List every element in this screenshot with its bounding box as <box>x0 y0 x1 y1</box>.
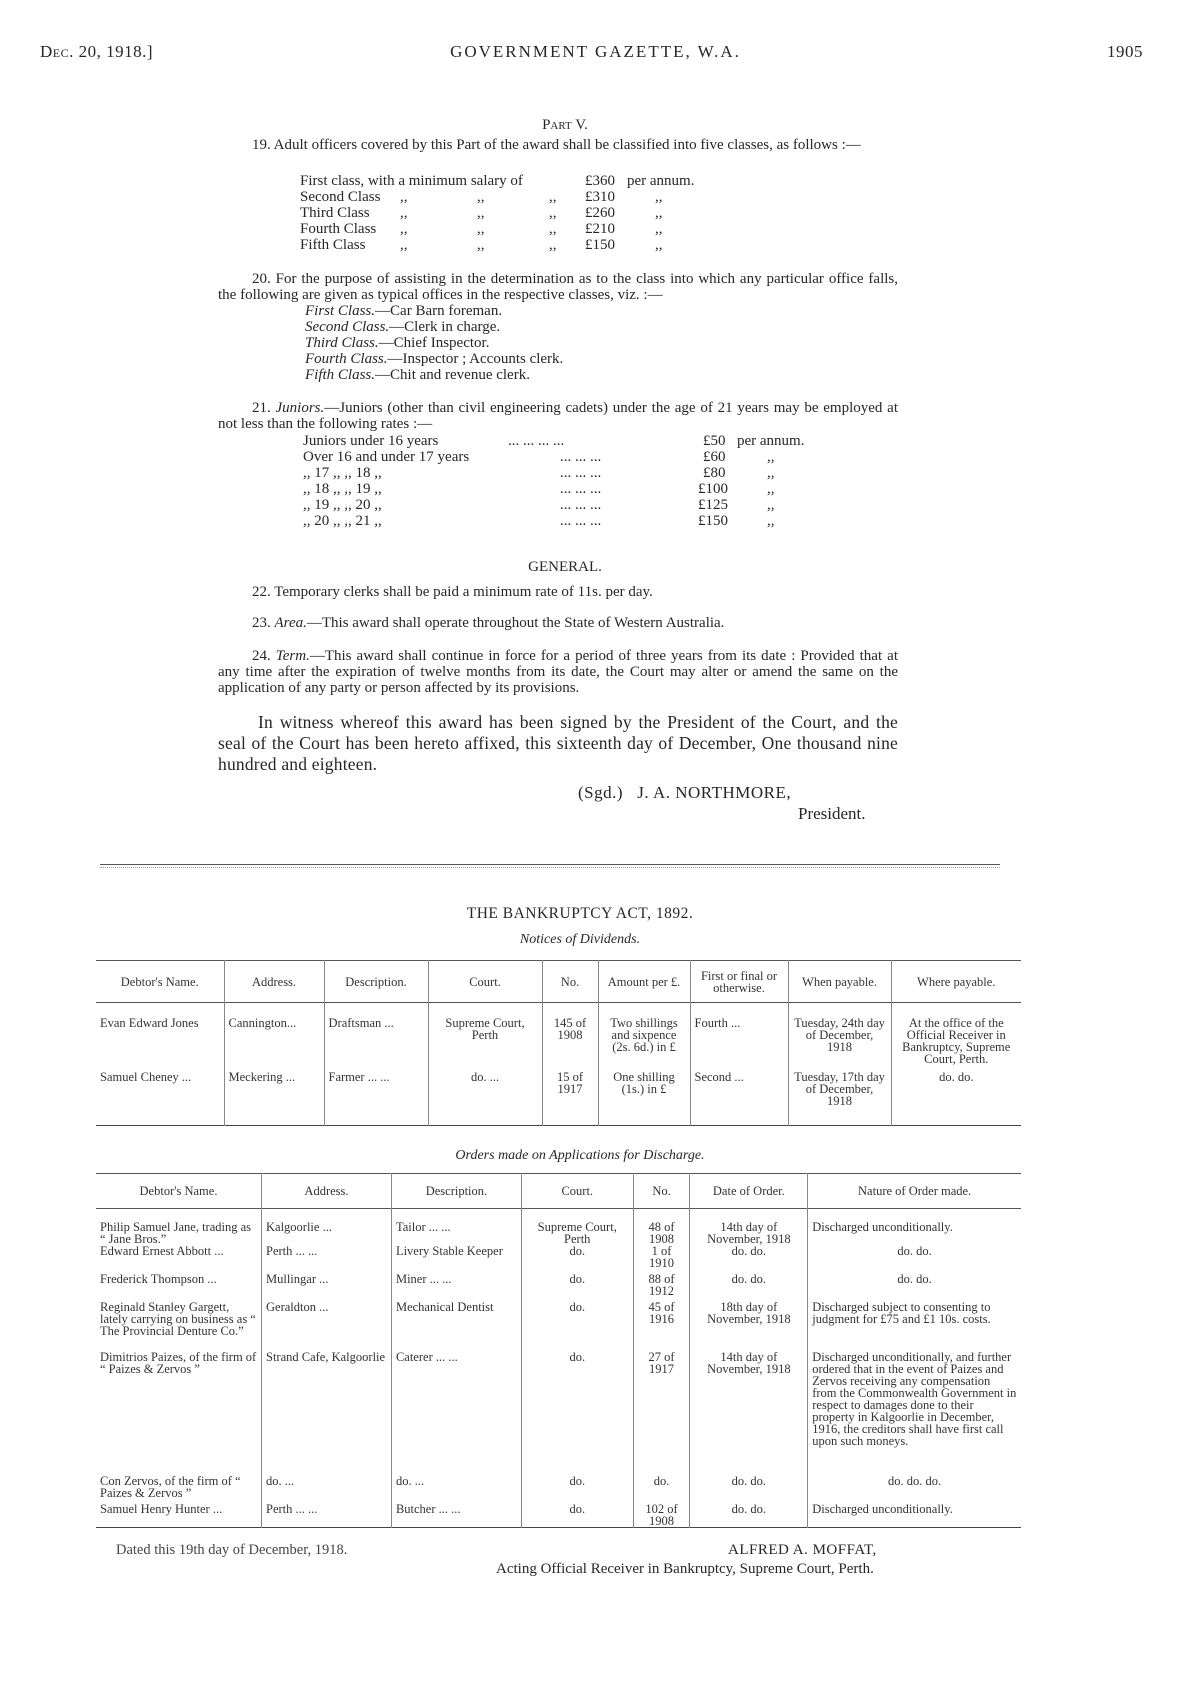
paragraph-text: —This award shall operate throughout the State of Western Australia. <box>306 615 725 631</box>
table-cell: Farmer ... ... <box>324 1065 428 1125</box>
general-title: GENERAL. <box>528 559 602 575</box>
table-row <box>96 1269 1021 1297</box>
typical-office <box>305 367 530 383</box>
column-header: Address. <box>262 1174 392 1209</box>
orders-title: Orders made on Applications for Discharge. <box>455 1148 705 1163</box>
discharge-orders-table <box>96 1173 1021 1528</box>
table-cell: do. do. <box>808 1245 1021 1269</box>
junior-unit: per annum. <box>737 433 805 449</box>
column-header: Where payable. <box>891 961 1021 1003</box>
junior-rate: £100 <box>698 481 728 497</box>
junior-unit: ,, <box>767 481 775 497</box>
junior-age: Over 16 and under 17 years <box>303 449 470 465</box>
salary-class-name: Second Class <box>300 189 381 205</box>
junior-age: ,, 19 ,, ,, 20 ,, <box>303 497 382 513</box>
table-cell: Draftsman ... <box>324 1003 428 1066</box>
paragraph-number: 23. <box>252 615 271 631</box>
table-cell: Mullingar ... <box>262 1269 392 1297</box>
table-header-row <box>96 961 1021 1003</box>
salary-class-unit: per annum. <box>627 173 695 189</box>
paragraph-20: 20. For the purpose of assisting in the determination as to the class into which any particular office falls, the following are given as typical offices in the respective classes, viz. :— <box>218 271 898 303</box>
table-cell: At the office of the Official Receiver in Bankruptcy, Supreme Court, Perth. <box>891 1003 1021 1066</box>
column-header: Date of Order. <box>690 1174 808 1209</box>
table-cell: do. <box>521 1297 633 1349</box>
salary-class-name: Fifth Class <box>300 237 366 253</box>
table-cell: Geraldton ... <box>262 1297 392 1349</box>
paragraph-23 <box>218 615 898 631</box>
salary-class-unit: ,, <box>655 189 663 205</box>
table-cell: Tuesday, 24th day of December, 1918 <box>788 1003 891 1066</box>
section-divider <box>100 867 1000 868</box>
office-label: —Inspector ; Accounts clerk. <box>387 351 564 367</box>
salary-class-amount: £150 <box>585 237 615 253</box>
paragraph-heading: Juniors. <box>275 400 325 416</box>
class-label: Second Class. <box>305 319 390 335</box>
table-cell: Frederick Thompson ... <box>100 1272 217 1286</box>
table-row <box>96 1499 1021 1528</box>
table-cell: Caterer ... ... <box>391 1349 521 1475</box>
receiver-name: ALFRED A. MOFFAT, <box>728 1542 877 1558</box>
junior-rate: £80 <box>703 465 726 481</box>
table-cell: 88 of 1912 <box>633 1269 690 1297</box>
table-cell: do. do. <box>690 1475 808 1499</box>
table-row <box>96 1065 1021 1125</box>
header-date: Dec. 20, 1918.] <box>40 42 154 61</box>
table-cell: do. <box>521 1269 633 1297</box>
junior-rate: £150 <box>698 513 728 529</box>
paragraph-number: 21. <box>252 400 271 416</box>
typical-office <box>305 303 502 319</box>
witness-clause: In witness whereof this award has been signed by the President of the Court, and the seal of the Court has been hereto affixed, this sixteenth day of December, One thousand nine hundred and eighteen. <box>218 712 898 774</box>
dated-line: Dated this 19th day of December, 1918. <box>116 1542 348 1558</box>
table-cell: do. <box>521 1475 633 1499</box>
leader-dots: ... ... ... <box>560 449 602 465</box>
junior-age: ,, 20 ,, ,, 21 ,, <box>303 513 382 529</box>
junior-unit: ,, <box>767 465 775 481</box>
table-cell: Two shillings and sixpence (2s. 6d.) in £ <box>598 1003 690 1066</box>
table-row <box>96 1003 1021 1066</box>
table-cell: Cannington... <box>224 1003 324 1066</box>
salary-class-name: Third Class <box>300 205 370 221</box>
paragraph-text: —This award shall continue in force for a period of three years from its date : Provided that at any time after the expiration of twelve months from its date, the Court may alter or amend the same on the application of any party or person affected by its provisions. <box>218 648 898 696</box>
office-label: —Clerk in charge. <box>389 319 501 335</box>
table-cell: Meckering ... <box>224 1065 324 1125</box>
table-cell: do. do. <box>808 1269 1021 1297</box>
table-row <box>96 1297 1021 1349</box>
table-cell: 1 of 1910 <box>633 1245 690 1269</box>
paragraph-text: —Juniors (other than civil engineering cadets) under the age of 21 years may be employed at not less than the following rates :— <box>218 400 899 432</box>
office-label: —Chief Inspector. <box>378 335 490 351</box>
ditto-mark: ,, <box>549 205 557 221</box>
table-cell: 14th day of November, 1918 <box>690 1209 808 1246</box>
table-cell: Evan Edward Jones <box>100 1016 199 1030</box>
column-header: No. <box>633 1174 690 1209</box>
table-cell: 15 of 1917 <box>542 1065 598 1125</box>
ditto-mark: ,, <box>477 237 485 253</box>
class-label: Fifth Class. <box>305 367 376 383</box>
office-label: —Chit and revenue clerk. <box>375 367 530 383</box>
junior-rate: £125 <box>698 497 728 513</box>
table-cell: Fourth ... <box>690 1003 788 1066</box>
column-header: Amount per £. <box>598 961 690 1003</box>
ditto-mark: ,, <box>477 205 485 221</box>
column-header: No. <box>542 961 598 1003</box>
table-cell: Discharged unconditionally. <box>808 1209 1021 1246</box>
table-row <box>96 1349 1021 1475</box>
table-cell: do. <box>521 1349 633 1475</box>
table-cell: Philip Samuel Jane, trading as “ Jane Bros.” <box>100 1220 252 1246</box>
salary-class-amount: £360 <box>585 173 615 189</box>
bankruptcy-act-title: THE BANKRUPTCY ACT, 1892. <box>466 905 694 922</box>
junior-rate: £50 <box>703 433 726 449</box>
table-cell: Tuesday, 17th day of December, 1918 <box>788 1065 891 1125</box>
column-header: When payable. <box>788 961 891 1003</box>
table-cell: Butcher ... ... <box>391 1499 521 1528</box>
typical-office <box>305 351 563 367</box>
table-cell: Mechanical Dentist <box>391 1297 521 1349</box>
column-header: Court. <box>428 961 542 1003</box>
column-header: Court. <box>521 1174 633 1209</box>
table-cell: One shilling (1s.) in £ <box>598 1065 690 1125</box>
class-label: Third Class. <box>305 335 379 351</box>
table-cell: Second ... <box>690 1065 788 1125</box>
table-cell: Strand Cafe, Kalgoorlie <box>262 1349 392 1475</box>
header-title: GOVERNMENT GAZETTE, W.A. <box>450 42 741 61</box>
table-cell: do. ... <box>428 1065 542 1125</box>
receiver-title: Acting Official Receiver in Bankruptcy, Supreme Court, Perth. <box>496 1561 874 1577</box>
leader-dots: ... ... ... <box>560 481 602 497</box>
paragraph-22: 22. Temporary clerks shall be paid a minimum rate of 11s. per day. <box>252 584 653 600</box>
table-cell: 18th day of November, 1918 <box>690 1297 808 1349</box>
table-cell: 48 of 1908 <box>633 1209 690 1246</box>
part-title: Part V. <box>542 117 588 133</box>
table-cell: do. ... <box>262 1475 392 1499</box>
signature-line: (Sgd.) J. A. NORTHMORE, <box>578 783 792 802</box>
table-cell: Edward Ernest Abbott ... <box>100 1244 224 1258</box>
typical-office <box>305 335 489 351</box>
table-cell: Tailor ... ... <box>391 1209 521 1246</box>
table-row <box>96 1475 1021 1499</box>
column-header: Debtor's Name. <box>120 974 199 989</box>
table-cell: do. ... <box>391 1475 521 1499</box>
salary-class-name: First class, with a minimum salary of <box>300 173 523 189</box>
column-header: Nature of Order made. <box>808 1174 1021 1209</box>
typical-office <box>305 319 500 335</box>
dividends-title: Notices of Dividends. <box>519 932 641 947</box>
column-header: Description. <box>324 961 428 1003</box>
paragraph-heading: Area. <box>274 615 307 631</box>
table-row <box>96 1245 1021 1269</box>
junior-unit: ,, <box>767 497 775 513</box>
paragraph-24 <box>218 648 898 696</box>
table-cell: do. do. <box>690 1245 808 1269</box>
leader-dots: ... ... ... <box>560 497 602 513</box>
column-header: Description. <box>391 1174 521 1209</box>
signature-title: President. <box>798 804 866 823</box>
table-cell: do. <box>521 1245 633 1269</box>
paragraph-19: 19. Adult officers covered by this Part of the award shall be classified into five classes, as follows :— <box>252 137 861 153</box>
column-header: Debtor's Name. <box>139 1184 218 1198</box>
table-cell: Discharged subject to consenting to judgment for £75 and £1 10s. costs. <box>808 1297 1021 1349</box>
leader-dots: ... ... ... <box>560 513 602 529</box>
junior-age: Juniors under 16 years <box>303 433 439 449</box>
ditto-mark: ,, <box>477 189 485 205</box>
header-page-number: 1905 <box>1107 42 1143 61</box>
table-cell: 45 of 1916 <box>633 1297 690 1349</box>
table-cell: Dimitrios Paizes, of the firm of “ Paizes & Zervos ” <box>100 1350 257 1376</box>
table-cell: Kalgoorlie ... <box>262 1209 392 1246</box>
class-label: Fourth Class. <box>305 351 388 367</box>
leader-dots: ... ... ... <box>560 465 602 481</box>
table-cell: do. do. <box>891 1065 1021 1125</box>
salary-class-unit: ,, <box>655 221 663 237</box>
column-header: First or final or otherwise. <box>690 961 788 1003</box>
junior-rate: £60 <box>703 449 726 465</box>
paragraph-heading: Term. <box>275 648 310 664</box>
table-cell: 145 of 1908 <box>542 1003 598 1066</box>
salary-class-unit: ,, <box>655 237 663 253</box>
ditto-mark: ,, <box>549 221 557 237</box>
table-cell: Discharged unconditionally, and further ordered that in the event of Paizes and Zervos receiving any compensation from the Commonwealth Government in respect to damages done to their property in Kalgoorlie in December, 1916, the creditors shall have first call upon such moneys. <box>808 1349 1021 1475</box>
table-header-row <box>96 1174 1021 1209</box>
salary-class-amount: £210 <box>585 221 615 237</box>
table-cell: do. do. do. <box>808 1475 1021 1499</box>
salary-class-amount: £310 <box>585 189 615 205</box>
ditto-mark: ,, <box>400 221 408 237</box>
salary-class-name: Fourth Class <box>300 221 377 237</box>
table-cell: Livery Stable Keeper <box>391 1245 521 1269</box>
table-cell: do. do. <box>690 1269 808 1297</box>
table-cell: Discharged unconditionally. <box>808 1499 1021 1528</box>
table-cell: Samuel Cheney ... <box>100 1070 192 1084</box>
ditto-mark: ,, <box>549 189 557 205</box>
table-cell: Perth ... ... <box>262 1245 392 1269</box>
table-cell: Supreme Court, Perth <box>521 1209 633 1246</box>
class-label: First Class. <box>305 303 376 319</box>
table-cell: 102 of 1908 <box>633 1499 690 1528</box>
leader-dots: ... ... ... ... <box>508 433 565 449</box>
office-label: —Car Barn foreman. <box>375 303 503 319</box>
salary-class-amount: £260 <box>585 205 615 221</box>
table-cell: Miner ... ... <box>391 1269 521 1297</box>
section-divider <box>100 864 1000 865</box>
table-cell: do. <box>633 1475 690 1499</box>
ditto-mark: ,, <box>549 237 557 253</box>
ditto-mark: ,, <box>400 205 408 221</box>
table-cell: do. do. <box>690 1499 808 1528</box>
table-row <box>96 1209 1021 1246</box>
table-cell: 27 of 1917 <box>633 1349 690 1475</box>
table-cell: Samuel Henry Hunter ... <box>100 1502 223 1516</box>
junior-unit: ,, <box>767 513 775 529</box>
junior-age: ,, 18 ,, ,, 19 ,, <box>303 481 382 497</box>
table-cell: do. <box>521 1499 633 1528</box>
dividends-table <box>96 960 1021 1126</box>
table-cell: Perth ... ... <box>262 1499 392 1528</box>
paragraph-number: 24. <box>252 648 271 664</box>
table-cell: Con Zervos, of the firm of “ Paizes & Zervos ” <box>100 1474 241 1500</box>
ditto-mark: ,, <box>477 221 485 237</box>
ditto-mark: ,, <box>400 189 408 205</box>
table-cell: Supreme Court, Perth <box>428 1003 542 1066</box>
junior-unit: ,, <box>767 449 775 465</box>
table-cell: Reginald Stanley Gargett, lately carrying on business as “ The Provincial Denture Co.” <box>100 1300 256 1338</box>
table-cell: 14th day of November, 1918 <box>690 1349 808 1475</box>
salary-class-unit: ,, <box>655 205 663 221</box>
ditto-mark: ,, <box>400 237 408 253</box>
paragraph-21 <box>218 400 898 432</box>
junior-age: ,, 17 ,, ,, 18 ,, <box>303 465 382 481</box>
column-header: Address. <box>224 961 324 1003</box>
